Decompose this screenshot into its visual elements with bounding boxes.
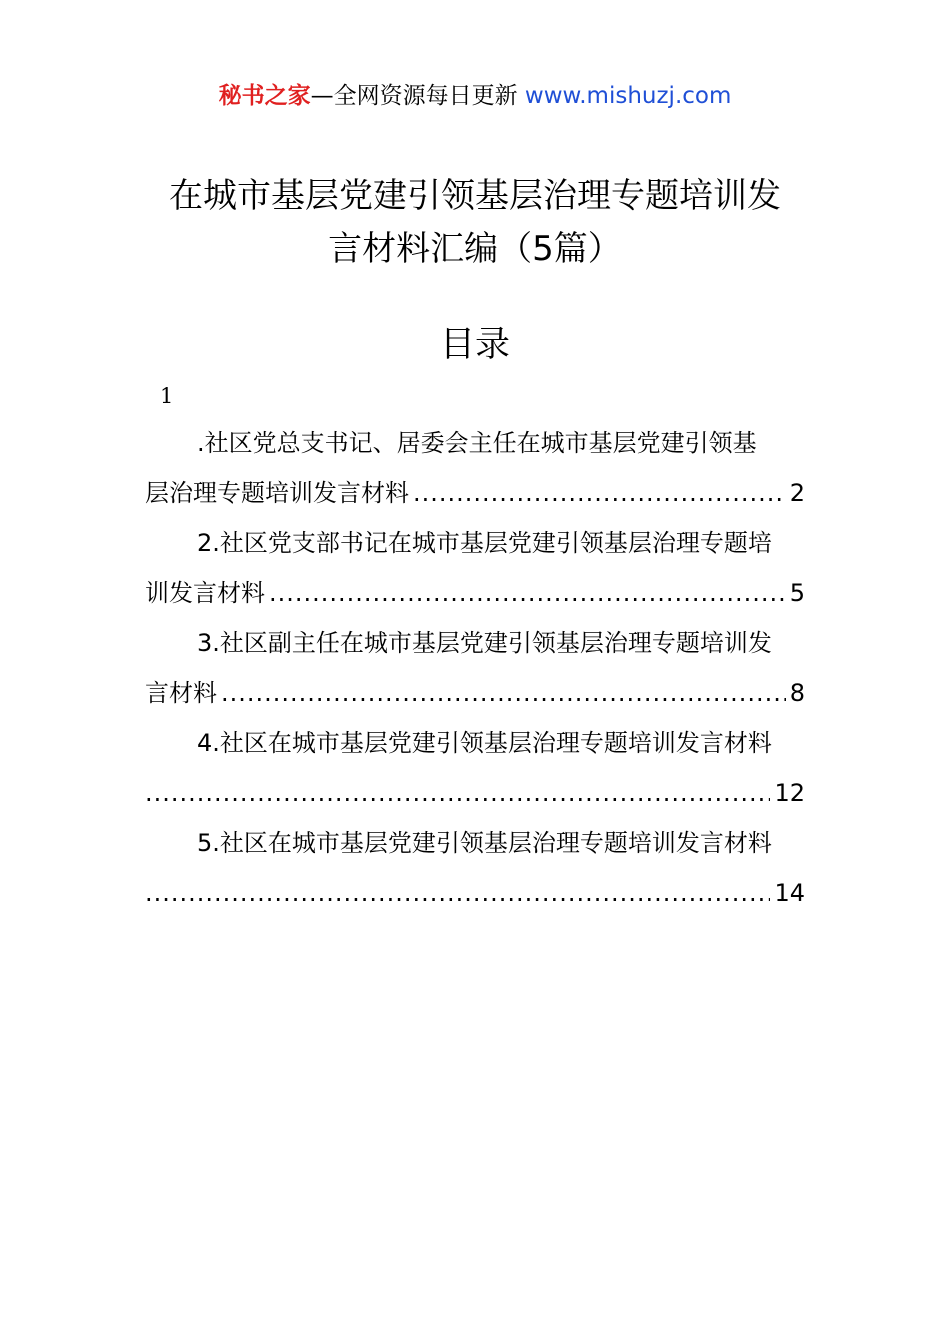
- toc-dot-leader: [269, 568, 786, 618]
- title-line-2: 言材料汇编（5篇）: [328, 229, 622, 269]
- toc-dot-leader: [221, 668, 786, 718]
- toc-heading: 目录: [439, 325, 510, 365]
- document-title: [100, 170, 850, 276]
- site-url-link[interactable]: www.mishuzj.com: [524, 83, 732, 109]
- brand-name: 秘书之家: [218, 83, 311, 109]
- toc-entry-3[interactable]: [145, 618, 805, 718]
- toc-entry-title: 5.社区在城市基层党建引领基层治理专题培训发言材料: [197, 829, 772, 857]
- toc-page-number: 2: [789, 479, 805, 507]
- toc-entry-2[interactable]: [145, 518, 805, 618]
- banner-tagline: —全网资源每日更新: [310, 83, 525, 109]
- toc-entry-leader-line: [145, 568, 805, 618]
- toc-entry-title: 4.社区在城市基层党建引领基层治理专题培训发言材料: [197, 729, 772, 757]
- toc-entry-title: 3.社区副主任在城市基层党建引领基层治理专题培训发: [197, 629, 772, 657]
- title-line-1: 在城市基层党建引领基层治理专题培训发: [169, 176, 781, 216]
- table-of-contents: [145, 418, 805, 918]
- toc-dot-leader: [145, 768, 770, 818]
- toc-entry-5[interactable]: [145, 818, 805, 918]
- toc-entry-title-cont: 言材料: [145, 679, 217, 707]
- toc-entry-leader-line: [145, 768, 805, 818]
- toc-entry-title: 2.社区党支部书记在城市基层党建引领基层治理专题培: [197, 529, 772, 557]
- toc-dot-leader: [145, 868, 770, 918]
- site-banner: [0, 80, 950, 112]
- toc-entry-leader-line: [145, 868, 805, 918]
- toc-dot-leader: [413, 468, 786, 518]
- toc-entry-4[interactable]: [145, 718, 805, 818]
- toc-stray-number: 1: [160, 384, 174, 408]
- toc-entry-leader-line: [145, 468, 805, 518]
- toc-entry-leader-line: [145, 668, 805, 718]
- toc-entry-1[interactable]: [145, 418, 805, 518]
- toc-page-number: 5: [789, 579, 805, 607]
- toc-entry-title-cont: 层治理专题培训发言材料: [145, 479, 409, 507]
- toc-page-number: 8: [789, 679, 805, 707]
- toc-page-number: 14: [774, 879, 805, 907]
- toc-entry-title-cont: 训发言材料: [145, 579, 265, 607]
- toc-entry-title: .社区党总支书记、居委会主任在城市基层党建引领基: [197, 429, 757, 457]
- toc-page-number: 12: [774, 779, 805, 807]
